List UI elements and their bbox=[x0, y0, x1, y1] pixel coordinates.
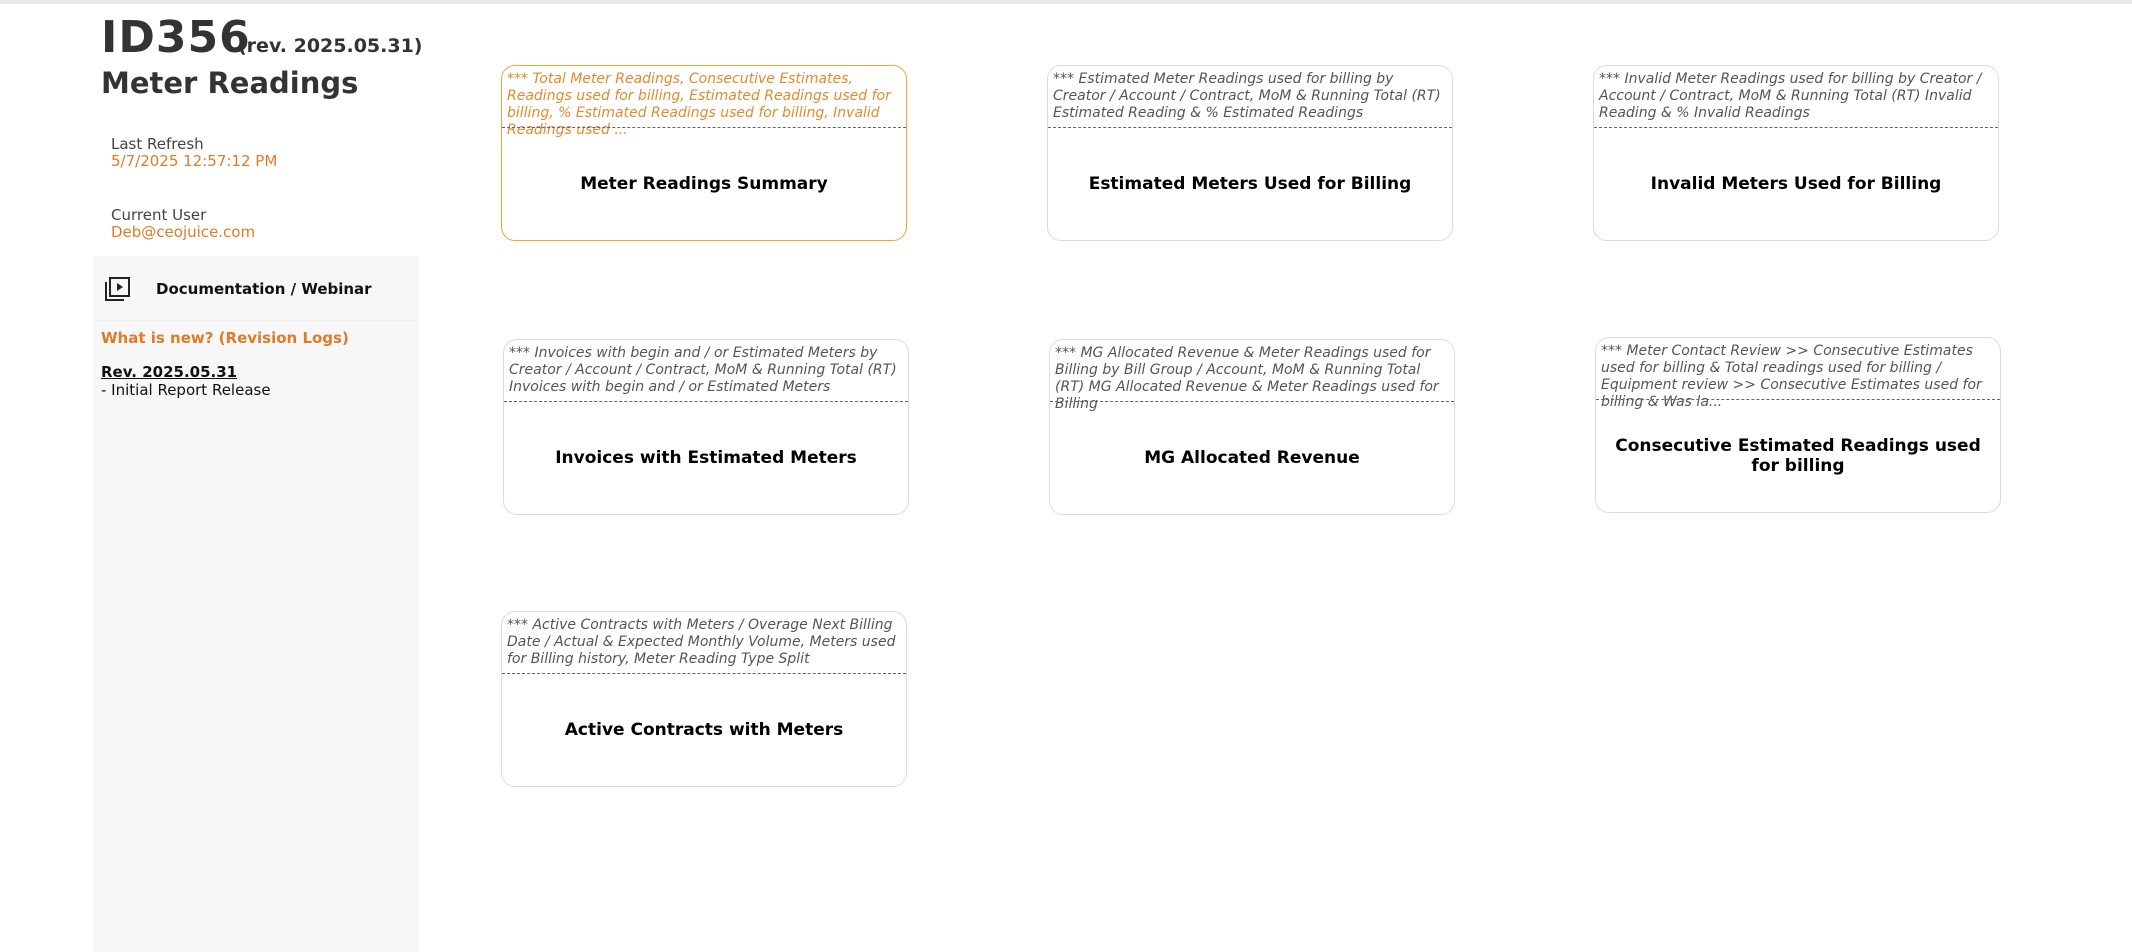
tile-title: Meter Readings Summary bbox=[580, 174, 828, 194]
tile-title: Consecutive Estimated Readings used for billing bbox=[1615, 436, 1981, 476]
current-user-value: Deb@ceojuice.com bbox=[111, 223, 256, 241]
tile-description: *** Invoices with begin and / or Estimated Meters by Creator / Account / Contract, MoM & Running Total (RT) Invoices with begin and / or Estimated Meters bbox=[509, 345, 897, 395]
revision-note: - Initial Report Release bbox=[101, 381, 271, 399]
side-panel bbox=[94, 256, 419, 952]
tile-invalid-meters-used-for-billing[interactable] bbox=[1593, 65, 1999, 241]
divider bbox=[94, 320, 419, 321]
last-refresh-value: 5/7/2025 12:57:12 PM bbox=[111, 152, 278, 170]
page-title: Meter Readings bbox=[101, 66, 359, 100]
tile-description: *** Meter Contact Review >> Consecutive Estimates used for billing & Total readings used for billing / Equipment review >> Consecutive Estimates used for billing & Was la... bbox=[1601, 343, 1982, 410]
tile-title: Invalid Meters Used for Billing bbox=[1650, 174, 1942, 194]
tile-title: Active Contracts with Meters bbox=[564, 720, 844, 740]
top-border bbox=[0, 0, 2132, 4]
tile-meter-readings-summary[interactable] bbox=[501, 65, 907, 241]
last-refresh-label: Last Refresh bbox=[111, 135, 204, 153]
whats-new-link[interactable]: What is new? (Revision Logs) bbox=[101, 329, 349, 347]
current-user-label: Current User bbox=[111, 206, 207, 224]
tile-title: Invoices with Estimated Meters bbox=[555, 448, 857, 468]
tile-estimated-meters-used-for-billing[interactable] bbox=[1047, 65, 1453, 241]
tile-description: *** Invalid Meter Readings used for billing by Creator / Account / Contract, MoM & Running Total (RT) Invalid Reading & % Invalid Readings bbox=[1599, 71, 1982, 121]
tile-title: MG Allocated Revenue bbox=[1144, 448, 1360, 468]
tile-mg-allocated-revenue[interactable] bbox=[1049, 339, 1455, 515]
report-revision: (rev. 2025.05.31) bbox=[238, 35, 423, 57]
video-play-icon bbox=[103, 275, 133, 303]
documentation-webinar-button[interactable] bbox=[94, 268, 419, 310]
tile-description: *** Active Contracts with Meters / Overage Next Billing Date / Actual & Expected Monthly Volume, Meters used for Billing history, Meter Reading Type Split bbox=[507, 617, 896, 667]
tile-description: *** Total Meter Readings, Consecutive Estimates, Readings used for billing, Estimated Readings used for billing, % Estimated Readings used for billing, Invalid Readings used ... bbox=[507, 71, 891, 138]
report-id: ID356 bbox=[101, 12, 251, 63]
tile-consecutive-estimated-readings[interactable] bbox=[1595, 337, 2001, 513]
tile-description: *** MG Allocated Revenue & Meter Readings used for Billing by Bill Group / Account, MoM & Running Total (RT) MG Allocated Revenue & Meter Readings used for Billing bbox=[1055, 345, 1439, 412]
tile-title: Estimated Meters Used for Billing bbox=[1088, 174, 1412, 194]
revision-link[interactable]: Rev. 2025.05.31 bbox=[101, 363, 238, 381]
tile-active-contracts-with-meters[interactable] bbox=[501, 611, 907, 787]
documentation-label: Documentation / Webinar bbox=[156, 280, 372, 298]
tile-description: *** Estimated Meter Readings used for billing by Creator / Account / Contract, MoM & Running Total (RT) Estimated Reading & % Estimated Readings bbox=[1053, 71, 1441, 121]
tile-invoices-with-estimated-meters[interactable] bbox=[503, 339, 909, 515]
